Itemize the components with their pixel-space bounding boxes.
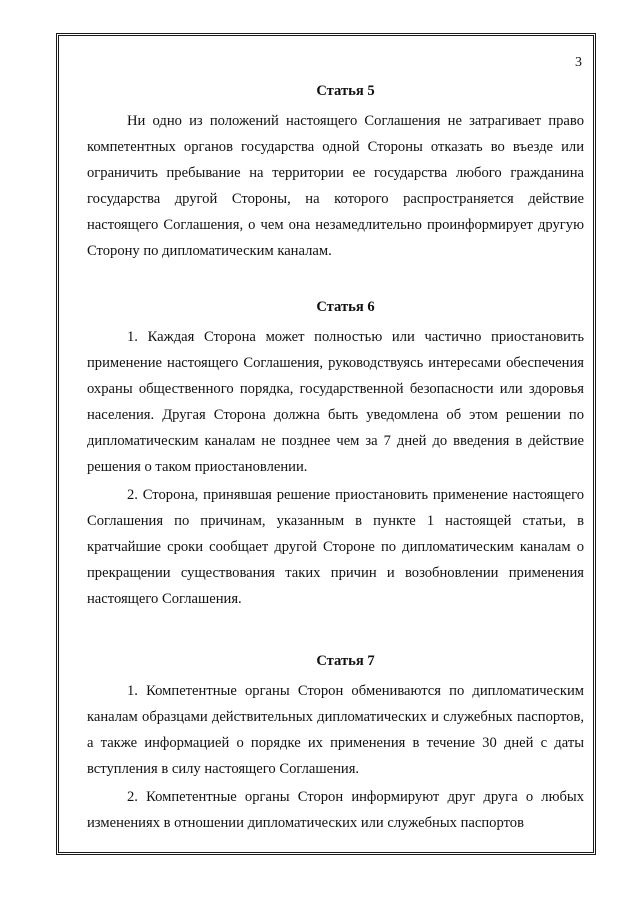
article-6-paragraph-2: 2. Сторона, принявшая решение приостановить применение настоящего Соглашения по причинам, указанным в пункте 1 настоящей статьи, в кратчайшие сроки сообщает другой Стороне по дипломатическим каналам о прекращении существования таких причин и возобновлении применения настоящего Соглашения. [87,487,584,607]
article-7 [87,648,584,836]
page-number: 3 [575,55,582,70]
document-body [87,78,584,836]
article-6-paragraph-1: 1. Каждая Сторона может полностью или частично приостановить применение настоящего Соглашения, руководствуясь интересами обеспечения охраны общественного порядка, государственной безопасности или здоровья населения. Другая Сторона должна быть уведомлена об этом решении по дипломатическим каналам не позднее чем за 7 дней до введения в действие решения о таком приостановлении. [87,329,584,475]
article-5-heading: Статья 5 [316,83,375,99]
article-5-paragraph-1: Ни одно из положений настоящего Соглашения не затрагивает право компетентных органов государства одной Стороны отказать во въезде или ограничить пребывание на территории ее государства любого гражданина государства другой Стороны, на которого распространяется действие настоящего Соглашения, о чем она незамедлительно проинформирует другую Сторону по дипломатическим каналам. [87,113,584,259]
article-7-paragraph-1: 1. Компетентные органы Сторон обмениваются по дипломатическим каналам образцами действительных дипломатических и служебных паспортов, а также информацией о порядке их применения в течение 30 дней с даты вступления в силу настоящего Соглашения. [87,683,584,777]
article-7-heading: Статья 7 [316,653,375,669]
article-7-paragraph-2: 2. Компетентные органы Сторон информируют друг друга о любых изменениях в отношении дипломатических или служебных паспортов [87,789,584,831]
article-5 [87,78,584,264]
article-6 [87,294,584,612]
article-6-heading: Статья 6 [316,299,375,315]
